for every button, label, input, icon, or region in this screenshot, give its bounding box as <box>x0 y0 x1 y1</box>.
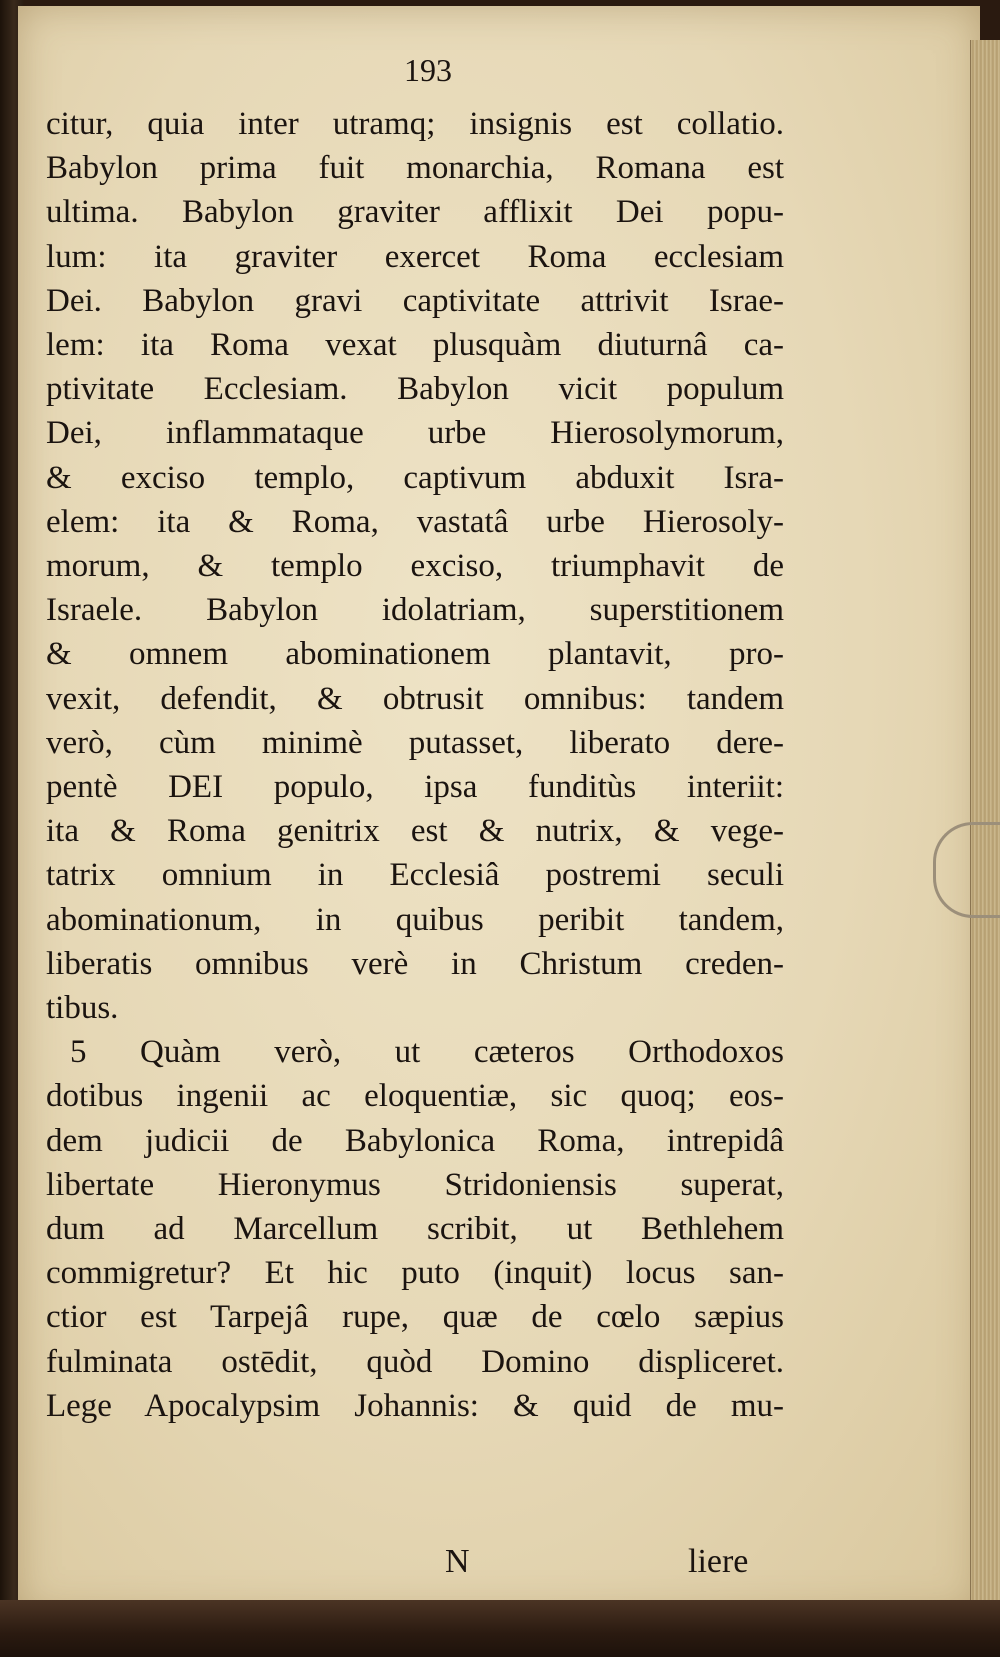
text-line: Lege Apocalypsim Johannis: & quid de mu- <box>46 1387 784 1424</box>
text-line: verò, cùm minimè putasset, liberato dere- <box>46 724 784 761</box>
text-line: dem judicii de Babylonica Roma, intrepidâ <box>46 1122 784 1159</box>
text-line: ita & Roma genitrix est & nutrix, & vege- <box>46 813 784 850</box>
text-line: Babylon prima fuit monarchia, Romana est <box>46 150 784 187</box>
text-line: pentè DEI populo, ipsa funditùs interiit: <box>46 769 784 806</box>
text-line: & exciso templo, captivum abduxit Isra- <box>46 459 784 496</box>
text-line: abominationum, in quibus peribit tandem, <box>46 901 784 938</box>
text-line: tatrix omnium in Ecclesiâ postremi seculi <box>46 857 784 894</box>
text-line: Dei, inflammataque urbe Hierosolymorum, <box>46 415 784 452</box>
text-line: ultima. Babylon graviter afflixit Dei popu- <box>46 194 784 231</box>
text-line: Israele. Babylon idolatriam, superstitionem <box>46 592 784 629</box>
text-line: ctior est Tarpejâ rupe, quæ de cœlo sæpius <box>46 1299 784 1336</box>
text-line: morum, & templo exciso, triumphavit de <box>46 548 784 585</box>
text-line: vexit, defendit, & obtrusit omnibus: tandem <box>46 680 784 717</box>
catchword: liere <box>688 1543 749 1580</box>
text-line: lum: ita graviter exercet Roma ecclesiam <box>46 238 784 275</box>
page-edges <box>970 40 1000 1600</box>
text-line: & omnem abominationem plantavit, pro- <box>46 636 784 673</box>
text-line: fulminata ostēdit, quòd Domino displiceret. <box>46 1343 784 1380</box>
text-line: ptivitate Ecclesiam. Babylon vicit populum <box>46 371 784 408</box>
text-line: Dei. Babylon gravi captivitate attrivit Israe- <box>46 282 784 319</box>
book-binding-bottom <box>0 1600 1000 1657</box>
text-line: lem: ita Roma vexat plusquàm diuturnâ ca- <box>46 327 784 364</box>
body-text <box>46 102 784 1428</box>
text-line: tibus. <box>46 990 119 1027</box>
text-line: elem: ita & Roma, vastatâ urbe Hierosoly- <box>46 503 784 540</box>
text-line: liberatis omnibus verè in Christum creden- <box>46 945 784 982</box>
text-line: commigretur? Et hic puto (inquit) locus san- <box>46 1255 784 1292</box>
page-clip <box>933 822 1000 918</box>
text-line: libertate Hieronymus Stridoniensis superat, <box>46 1166 784 1203</box>
text-line: citur, quia inter utramq; insignis est collatio. <box>46 106 784 142</box>
folio-number: 193 <box>404 52 452 88</box>
text-line: dum ad Marcellum scribit, ut Bethlehem <box>46 1211 784 1248</box>
signature-mark: N <box>445 1543 470 1580</box>
paragraph-start-line: 5 Quàm verò, ut cæteros Orthodoxos <box>70 1034 784 1071</box>
text-line: dotibus ingenii ac eloquentiæ, sic quoq; eos- <box>46 1078 784 1115</box>
